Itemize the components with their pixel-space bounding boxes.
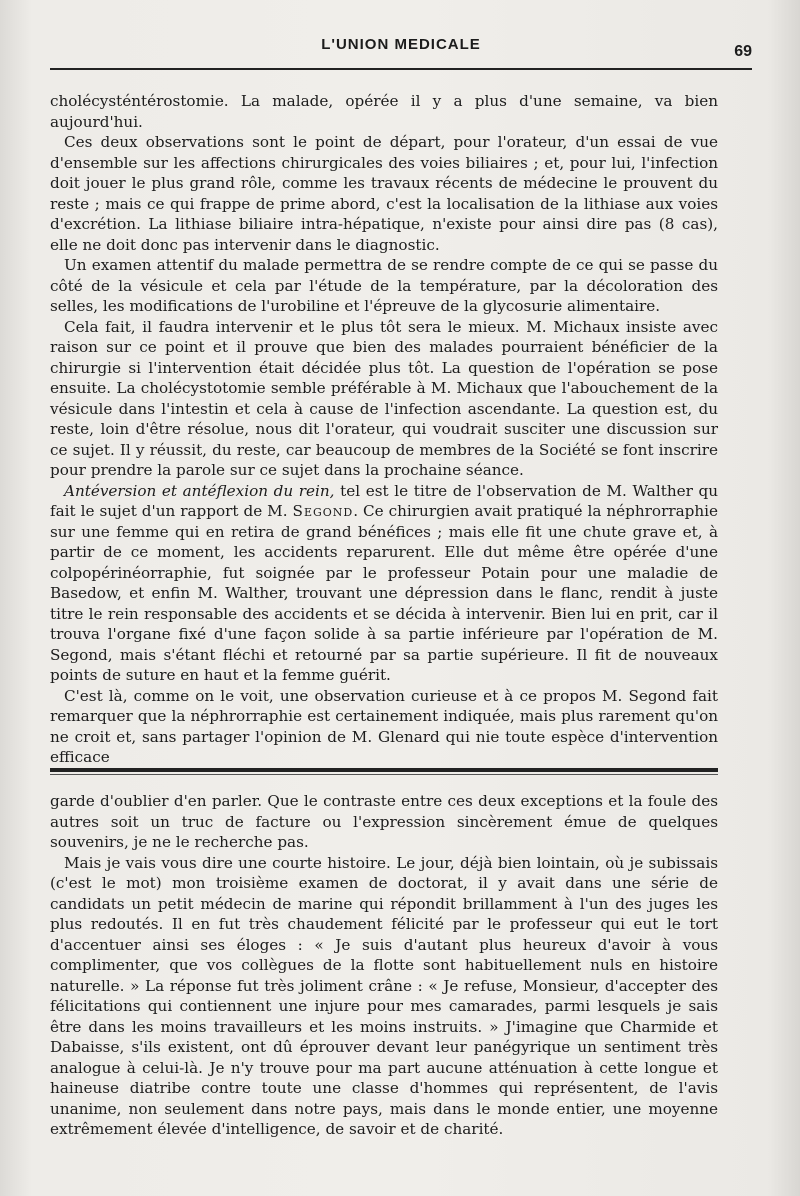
paragraph-6: C'est là, comme on le voit, une observation curieuse et à ce propos M. Segond fait remarquer que la néphrorraphie est certainement indiquée, mais plus rarement qu'on ne croit et, sans partager l'opinion de M. Glenard qui nie toute espèce d'intervention efficace: [50, 686, 718, 766]
journal-title: L'UNION MEDICALE: [321, 36, 481, 53]
paragraph-1: cholécysténtérostomie. La malade, opérée il y a plus d'une semaine, va bien aujourd'hui.: [50, 92, 718, 131]
paragraph-5-name: Segond: [292, 502, 354, 520]
page-number: 69: [734, 43, 752, 60]
feuilleton-text: [50, 791, 718, 1140]
header-rule: [50, 68, 752, 70]
society-report-text: [50, 91, 718, 768]
divider-thick-rule: [50, 768, 718, 772]
feuilleton-paragraph-2: Mais je vais vous dire une courte histoire. Le jour, déjà bien lointain, où je subissais (c'est le mot) mon troisième examen de doctorat, il y avait dans une série de candidats un petit médecin de marine qui répondit brillamment à l'un des juges les plus redoutés. Il en fut très chaudement félicité par le professeur qui eut le tort d'accentuer ainsi ses éloges : « Je suis d'autant plus heureux d'avoir à vous complimenter, que vos collègues de la flotte sont habituellement nuls en histoire naturelle. » La réponse fut très joliment crâne : « Je refuse, Monsieur, d'accepter des félicitations qui contiennent une injure pour mes camarades, parmi lesquels je sais être dans les moins travailleurs et les moins instruits. » J'imagine que Charmide et Dabaisse, s'ils existent, ont dû éprouver devant leur panégyrique un sentiment très analogue à celui-là. Je n'y trouve pour ma part aucune atténuation à cette longue et haineuse diatribe contre toute une classe d'hommes qui représentent, de l'avis unanime, non seulement dans notre pays, mais dans le monde entier, une moyenne extrêmement élevée d'intelligence, de savoir et de charité.: [50, 853, 718, 1138]
paragraph-2: Ces deux observations sont le point de départ, pour l'orateur, d'un essai de vue d'ensemble sur les affections chirurgicales des voies biliaires ; et, pour lui, l'infection doit jouer le plus grand rôle, comme les travaux récents de médecine le prouvent du reste ; mais ce qui frappe de prime abord, c'est la localisation de la lithiase aux voies d'excrétion. La lithiase biliaire intra-hépatique, n'existe pour ainsi dire pas (8 cas), elle ne doit donc pas intervenir dans le diagnostic.: [50, 133, 718, 254]
page-header: [50, 30, 752, 70]
divider-thin-rule: [50, 774, 718, 775]
paragraph-4: Cela fait, il faudra intervenir et le plus tôt sera le mieux. M. Michaux insiste avec raison sur ce point et il prouve que bien des malades pourraient bénéficier de la chirurgie si l'intervention était décidée plus tôt. La question de l'opération se pose ensuite. La cholécystotomie semble préférable à M. Michaux que l'abouchement de la vésicule dans l'intestin et cela à cause de l'infection ascendante. La question est, du reste, loin d'être résolue, nous dit l'orateur, qui voudrait susciter une discussion sur ce sujet. Il y réussit, du reste, car beaucoup de membres de la Société se font inscrire pour prendre la parole sur ce sujet dans la prochaine séance.: [50, 317, 718, 479]
paragraph-5-title: Antéversion et antéflexion du rein,: [64, 481, 335, 500]
paragraph-5: [50, 481, 718, 686]
feuilleton-paragraph-1: garde d'oublier d'en parler. Que le contraste entre ces deux exceptions et la foule des autres soit un truc de facture ou l'expression sincèrement émue de quelques souvenirs, je ne le recherche pas.: [50, 792, 718, 851]
paragraph-5-text-b: . Ce chirurgien avait pratiqué la néphrorraphie sur une femme qui en retira de grand bénéfices ; mais elle fit une chute grave et, à partir de ce moment, les accidents reparurent. Elle dut même être opérée d'une colpopérinéorraphie, fut soignée par le professeur Potain pour une maladie de Basedow, et enfin M. Walther, trouvant une dépression dans le flanc, rendit à juste titre le rein responsable des accidents et se décida à intervenir. Bien lui en prit, car il trouva l'organe fixé d'une façon solide à sa partie inférieure par l'opération de M. Segond, mais s'étant fléchi et retourné par sa partie supérieure. Il fit de nouveaux points de suture en haut et la femme guérit.: [50, 502, 718, 684]
section-divider: [50, 768, 718, 776]
paragraph-5-text-a: tel est le titre de l'observation de M. Walther qu fait le sujet d'un rapport de M.: [50, 481, 718, 520]
paragraph-3: Un examen attentif du malade permettra de se rendre compte de ce qui se passe du côté de la vésicule et cela par l'étude de la température, par la décoloration des selles, les modifications de l'urobiline et l'épreuve de la glycosurie alimentaire.: [50, 256, 718, 315]
